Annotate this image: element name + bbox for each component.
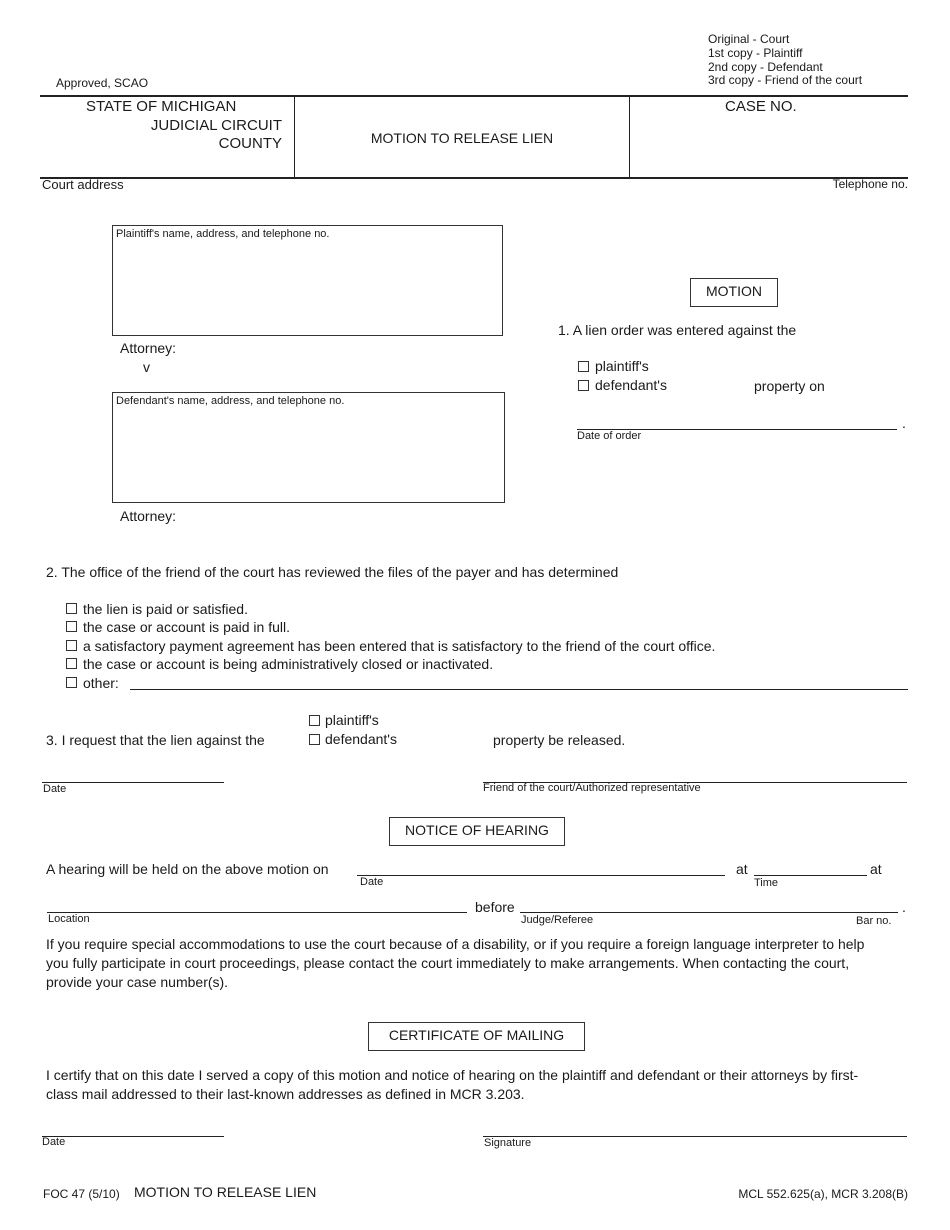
defendant-attorney-label: Attorney: xyxy=(120,508,177,524)
motion-plaintiff-label: plaintiff's xyxy=(595,358,649,374)
other-checkbox[interactable] xyxy=(66,677,77,688)
plaintiff-info-box[interactable] xyxy=(112,225,503,336)
date-of-order-label: Date of order xyxy=(577,430,642,442)
hearing-date-field[interactable] xyxy=(357,875,725,876)
case-no-label: CASE NO. xyxy=(725,98,797,115)
paid-in-full-label: the case or account is paid in full. xyxy=(83,619,291,635)
motion-date-field[interactable] xyxy=(42,782,224,783)
motion-item-1-text: 1. A lien order was entered against the xyxy=(558,322,797,338)
location-label: Location xyxy=(48,913,90,925)
hearing-text: A hearing will be held on the above motion on xyxy=(46,861,329,877)
plaintiff-attorney-label: Attorney: xyxy=(120,340,177,356)
motion-defendant-checkbox[interactable] xyxy=(578,380,589,391)
at-label: at xyxy=(736,861,748,877)
motion-defendant-label: defendant's xyxy=(595,377,667,393)
at-label: at xyxy=(870,861,882,877)
paid-in-full-checkbox[interactable] xyxy=(66,621,77,632)
state-label: STATE OF MICHIGAN xyxy=(86,98,237,115)
accommodation-line: provide your case number(s). xyxy=(46,974,229,990)
defendant-box-label: Defendant's name, address, and telephone no. xyxy=(116,395,345,407)
motion-date-label: Date xyxy=(43,783,67,795)
paid-satisfied-label: the lien is paid or satisfied. xyxy=(83,601,248,617)
release-plaintiff-label: plaintiff's xyxy=(325,712,379,728)
closed-inactivated-checkbox[interactable] xyxy=(66,658,77,669)
release-defendant-checkbox[interactable] xyxy=(309,734,320,745)
judge-field[interactable] xyxy=(520,912,898,913)
before-label: before xyxy=(475,899,515,915)
closed-inactivated-label: the case or account is being administratively closed or inactivated. xyxy=(83,656,494,672)
other-label: other: xyxy=(83,675,119,691)
release-defendant-label: defendant's xyxy=(325,731,397,747)
other-input-line[interactable] xyxy=(130,689,908,690)
judge-label: Judge/Referee xyxy=(521,914,594,926)
header-divider xyxy=(294,96,295,178)
hearing-date-label: Date xyxy=(360,876,384,888)
period: . xyxy=(902,899,906,915)
foc-signature-label: Friend of the court/Authorized representative xyxy=(483,782,701,794)
footer-title: MOTION TO RELEASE LIEN xyxy=(134,1184,317,1200)
motion-heading: MOTION xyxy=(690,278,778,307)
notice-heading: NOTICE OF HEARING xyxy=(389,817,565,846)
form-title: MOTION TO RELEASE LIEN xyxy=(370,130,554,146)
copy-line: Original - Court xyxy=(708,32,790,46)
property-on-label: property on xyxy=(754,378,825,394)
bar-no-label: Bar no. xyxy=(856,915,892,927)
item-2-text: 2. The office of the friend of the court has reviewed the files of the payer and has determined xyxy=(46,564,619,580)
copy-line: 2nd copy - Defendant xyxy=(708,60,823,74)
hearing-time-label: Time xyxy=(754,877,779,889)
mailing-date-field[interactable] xyxy=(42,1136,224,1137)
court-address-label: Court address xyxy=(42,177,124,192)
certificate-line: I certify that on this date I served a copy of this motion and notice of hearing on the plaintiff and defendant or their attorneys by first- xyxy=(46,1067,859,1083)
header-top-rule xyxy=(40,95,908,97)
defendant-info-box[interactable] xyxy=(112,392,505,503)
location-field[interactable] xyxy=(47,912,467,913)
approved-label: Approved, SCAO xyxy=(56,76,149,90)
plaintiff-box-label: Plaintiff's name, address, and telephone no. xyxy=(116,228,330,240)
county-label: COUNTY xyxy=(218,135,282,152)
mailing-signature-label: Signature xyxy=(484,1137,532,1149)
payment-agreement-checkbox[interactable] xyxy=(66,640,77,651)
motion-plaintiff-checkbox[interactable] xyxy=(578,361,589,372)
copy-line: 3rd copy - Friend of the court xyxy=(708,73,863,87)
form-number: FOC 47 (5/10) xyxy=(43,1187,120,1201)
versus-label: v xyxy=(143,359,150,375)
mailing-signature-field[interactable] xyxy=(483,1136,907,1137)
property-released-label: property be released. xyxy=(493,732,626,748)
header-bottom-rule xyxy=(40,177,908,179)
item-3-text: 3. I request that the lien against the xyxy=(46,732,265,748)
accommodation-paragraph xyxy=(46,935,864,992)
copy-line: 1st copy - Plaintiff xyxy=(708,46,803,60)
certificate-line: class mail addressed to their last-known addresses as defined in MCR 3.203. xyxy=(46,1086,525,1102)
paid-satisfied-checkbox[interactable] xyxy=(66,603,77,614)
telephone-label: Telephone no. xyxy=(832,177,908,191)
period: . xyxy=(902,415,906,431)
circuit-label: JUDICIAL CIRCUIT xyxy=(150,117,282,134)
accommodation-line: If you require special accommodations to use the court because of a disability, or if you require a foreign language interpreter to help xyxy=(46,936,865,952)
legal-citation: MCL 552.625(a), MCR 3.208(B) xyxy=(738,1187,908,1201)
hearing-time-field[interactable] xyxy=(754,875,867,876)
accommodation-line: you fully participate in court proceedings, please contact the court immediately to make arrangements. When contacting the court, xyxy=(46,955,850,971)
release-plaintiff-checkbox[interactable] xyxy=(309,715,320,726)
certificate-paragraph xyxy=(46,1066,858,1104)
mailing-date-label: Date xyxy=(42,1136,66,1148)
payment-agreement-label: a satisfactory payment agreement has been entered that is satisfactory to the friend of the court office. xyxy=(83,638,716,654)
certificate-heading: CERTIFICATE OF MAILING xyxy=(368,1022,585,1051)
header-divider xyxy=(629,96,630,178)
